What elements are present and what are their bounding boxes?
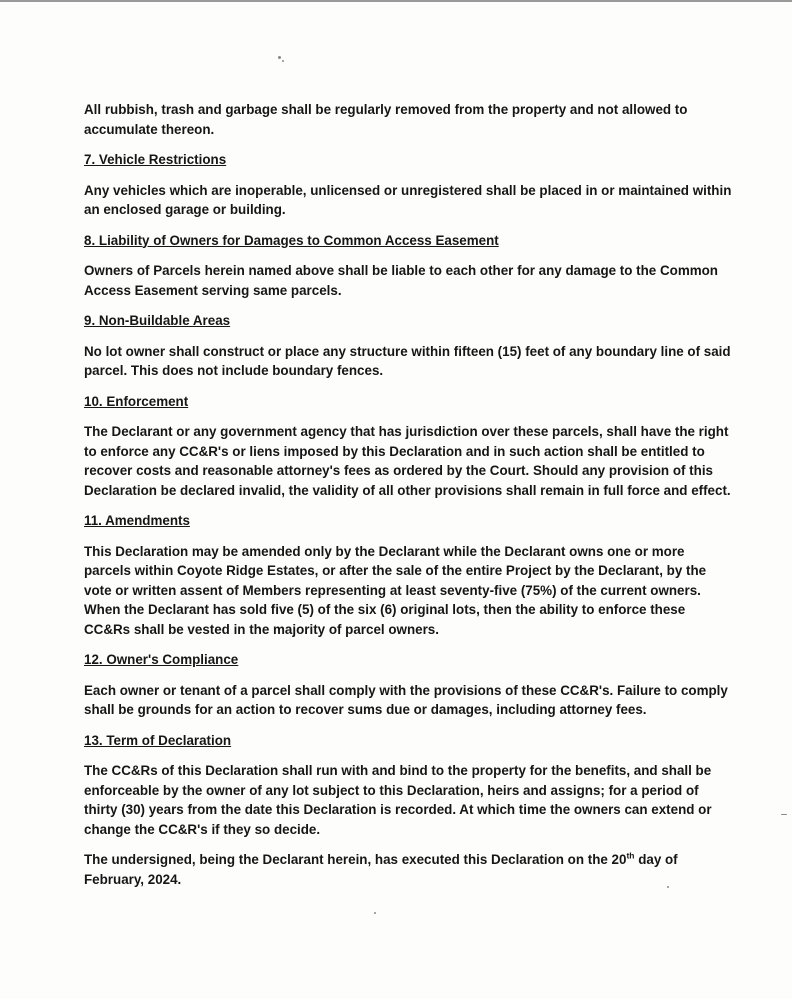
section-heading: 12. Owner's Compliance: [84, 652, 239, 667]
section-heading: 11. Amendments: [84, 513, 190, 528]
section-vehicle-restrictions: [84, 150, 734, 231]
ordinal-suffix: th: [626, 850, 635, 861]
section-body: No lot owner shall construct or place any structure within fifteen (15) feet of any boundary line of said parcel. This does not include boundary fences.: [84, 343, 731, 378]
section-enforcement: [84, 392, 734, 512]
section-body: Each owner or tenant of a parcel shall comply with the provisions of these CC&R's. Failure to comply shall be grounds for an action to recover sums due or damages, including attorney fees.: [84, 682, 728, 717]
section-body: Owners of Parcels herein named above shall be liable to each other for any damage to the Common Access Easement serving same parcels.: [84, 263, 718, 298]
closing-text-end: day of February, 2024.: [84, 852, 678, 887]
section-heading: 13. Term of Declaration: [84, 732, 232, 748]
section-heading: 9. Non-Buildable Areas: [84, 313, 231, 328]
scan-speck: [374, 912, 376, 914]
section-body: The CC&Rs of this Declaration shall run with and bind to the property for the benefits, and shall be enforceable by the owner of any lot subject to this Declaration, heirs and assigns; for a period of thirty (30) years from the date this Declaration is recorded. At which time the owners can extend or change the CC&R's if they so decide.: [84, 763, 712, 837]
section-heading: 10. Enforcement: [84, 393, 189, 409]
section-body: The Declarant or any government agency that has jurisdiction over these parcels, shall have the right to enforce any CC&R's or liens imposed by this Declaration and in such action shall be entitled to recover costs and reasonable attorney's fees as ordered by the Court. Should any provision of this Declaration be declared invalid, the validity of all other provisions shall remain in full force and effect.: [84, 424, 731, 498]
section-body: Any vehicles which are inoperable, unlicensed or unregistered shall be placed in or maintained within an enclosed garage or building.: [84, 182, 732, 217]
closing-text-start: The undersigned, being the Declarant herein, has executed this Declaration on the 20: [84, 852, 627, 867]
intro-paragraph: All rubbish, trash and garbage shall be regularly removed from the property and not allowed to accumulate thereon.: [84, 102, 688, 137]
scan-speck: [282, 60, 284, 62]
section-amendments: [84, 511, 734, 650]
scan-speck: [781, 814, 787, 815]
section-owners-compliance: [84, 650, 734, 731]
section-heading: 8. Liability of Owners for Damages to Common Access Easement: [84, 232, 499, 248]
section-term-of-declaration: [84, 731, 734, 851]
document-body: [84, 100, 734, 889]
section-body: This Declaration may be amended only by the Declarant while the Declarant owns one or more parcels within Coyote Ridge Estates, or after the sale of the entire Project by the Declarant, by the vote or written assent of Members representing at least seventy-five (75%) of the current owners. When the Declarant has sold five (5) of the six (6) original lots, then the ability to enforce these CC&Rs shall be vested in the majority of parcel owners.: [84, 543, 707, 637]
section-heading: 7. Vehicle Restrictions: [84, 152, 227, 167]
section-liability-of-owners: [84, 231, 734, 312]
scan-speck: [278, 56, 281, 59]
section-non-buildable-areas: [84, 311, 734, 392]
closing-paragraph: [84, 850, 734, 889]
